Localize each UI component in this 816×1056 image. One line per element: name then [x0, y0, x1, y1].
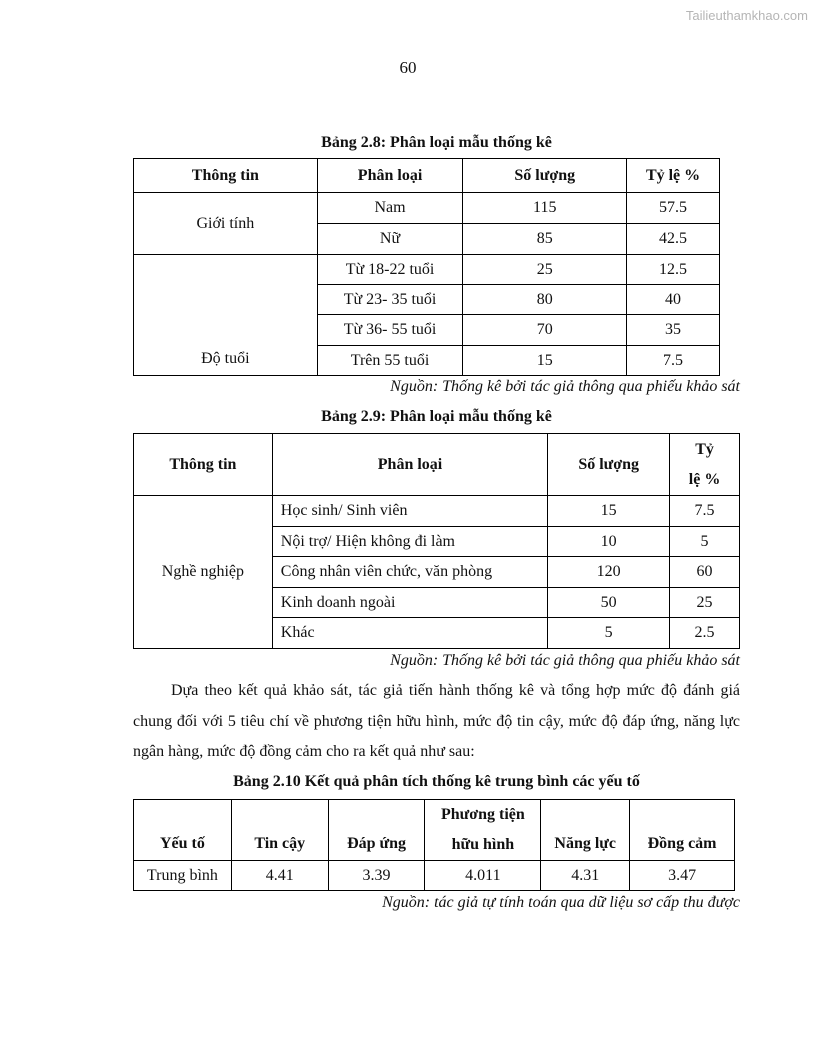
table-cell: 7.5 — [627, 346, 720, 376]
table-cell: 70 — [463, 315, 627, 346]
table-cell: 10 — [548, 527, 670, 557]
table-cell: Từ 23- 35 tuổi — [317, 285, 463, 315]
header-huu-hinh: hữu hình — [451, 836, 515, 853]
table-cell: Kinh doanh ngoài — [272, 588, 547, 618]
header-thong-tin: Thông tin — [134, 159, 318, 193]
table-cell: Nam — [317, 193, 463, 224]
table-cell: 25 — [670, 588, 740, 618]
table-cell: 60 — [670, 557, 740, 588]
table-cell: 15 — [463, 346, 627, 376]
table-cell: 3.47 — [630, 861, 735, 891]
table-2-9 — [133, 433, 740, 649]
table-cell: Từ 36- 55 tuổi — [317, 315, 463, 346]
table-2-10 — [133, 799, 735, 891]
header-nang-luc: Năng lực — [541, 800, 630, 861]
table-cell: 5 — [548, 618, 670, 649]
table-cell: 15 — [548, 496, 670, 527]
table-cell: Nội trợ/ Hiện không đi làm — [272, 527, 547, 557]
header-phuong-tien-huu-hinh — [425, 800, 541, 861]
header-ty-le: Tỷ lệ % — [627, 159, 720, 193]
table-cell: 4.011 — [425, 861, 541, 891]
table-2-8-title: Bảng 2.8: Phân loại mẫu thống kê — [321, 134, 552, 151]
table-2-10-title: Bảng 2.10 Kết quả phân tích thống kê trung bình các yếu tố — [233, 773, 640, 790]
table-cell: 40 — [627, 285, 720, 315]
row-label-trung-binh: Trung bình — [134, 861, 232, 891]
table-cell: Học sinh/ Sinh viên — [272, 496, 547, 527]
table-cell: 2.5 — [670, 618, 740, 649]
table-cell: Khác — [272, 618, 547, 649]
header-so-luong: Số lượng — [463, 159, 627, 193]
header-phan-loai: Phân loại — [272, 434, 547, 496]
table-cell: 85 — [463, 224, 627, 255]
header-phan-loai: Phân loại — [317, 159, 463, 193]
table-2-8-source: Nguồn: Thống kê bởi tác giả thông qua phiếu khảo sát — [390, 378, 740, 395]
table-cell: Công nhân viên chức, văn phòng — [272, 557, 547, 588]
header-phuong-tien: Phương tiện — [440, 806, 525, 823]
header-ty-le-line-1: Tỷ — [695, 440, 714, 458]
watermark: Tailieuthamkhao.com — [685, 8, 808, 23]
header-yeu-to: Yếu tố — [134, 800, 232, 861]
table-cell: 50 — [548, 588, 670, 618]
table-2-9-source: Nguồn: Thống kê bởi tác giả thông qua phiếu khảo sát — [390, 652, 740, 669]
table-cell: 4.31 — [541, 861, 630, 891]
table-cell: 3.39 — [328, 861, 425, 891]
table-cell: 57.5 — [627, 193, 720, 224]
group-nghe-nghiep: Nghề nghiệp — [134, 496, 273, 649]
table-2-8 — [133, 158, 720, 376]
header-dong-cam: Đồng cảm — [630, 800, 735, 861]
table-cell: 115 — [463, 193, 627, 224]
table-cell: 12.5 — [627, 255, 720, 285]
header-dap-ung: Đáp ứng — [328, 800, 425, 861]
header-tin-cay: Tin cậy — [231, 800, 328, 861]
table-cell: 5 — [670, 527, 740, 557]
table-cell: 80 — [463, 285, 627, 315]
table-cell: 120 — [548, 557, 670, 588]
table-cell: 42.5 — [627, 224, 720, 255]
header-ty-le — [670, 434, 740, 496]
group-gioi-tinh: Giới tính — [134, 193, 318, 255]
table-cell: Trên 55 tuổi — [317, 346, 463, 376]
table-cell: 7.5 — [670, 496, 740, 527]
header-so-luong: Số lượng — [548, 434, 670, 496]
table-2-9-title: Bảng 2.9: Phân loại mẫu thống kê — [321, 408, 552, 425]
table-cell: 35 — [627, 315, 720, 346]
table-cell: Nữ — [317, 224, 463, 255]
table-cell: Từ 18-22 tuổi — [317, 255, 463, 285]
table-cell: 25 — [463, 255, 627, 285]
group-do-tuoi: Độ tuổi — [134, 255, 318, 376]
header-ty-le-line-2: lệ % — [688, 470, 721, 488]
header-thong-tin: Thông tin — [134, 434, 273, 496]
body-paragraph: Dựa theo kết quả khảo sát, tác giả tiến hành thống kê và tổng hợp mức độ đánh giá chung đối với 5 tiêu chí về phương tiện hữu hình, mức độ tin cậy, mức độ đáp ứng, năng lực ngân hàng, mức độ đồng cảm cho ra kết quả như sau: — [133, 682, 740, 760]
table-2-10-source: Nguồn: tác giả tự tính toán qua dữ liệu sơ cấp thu được — [382, 894, 740, 911]
page-number: 60 — [399, 58, 417, 77]
table-cell: 4.41 — [231, 861, 328, 891]
